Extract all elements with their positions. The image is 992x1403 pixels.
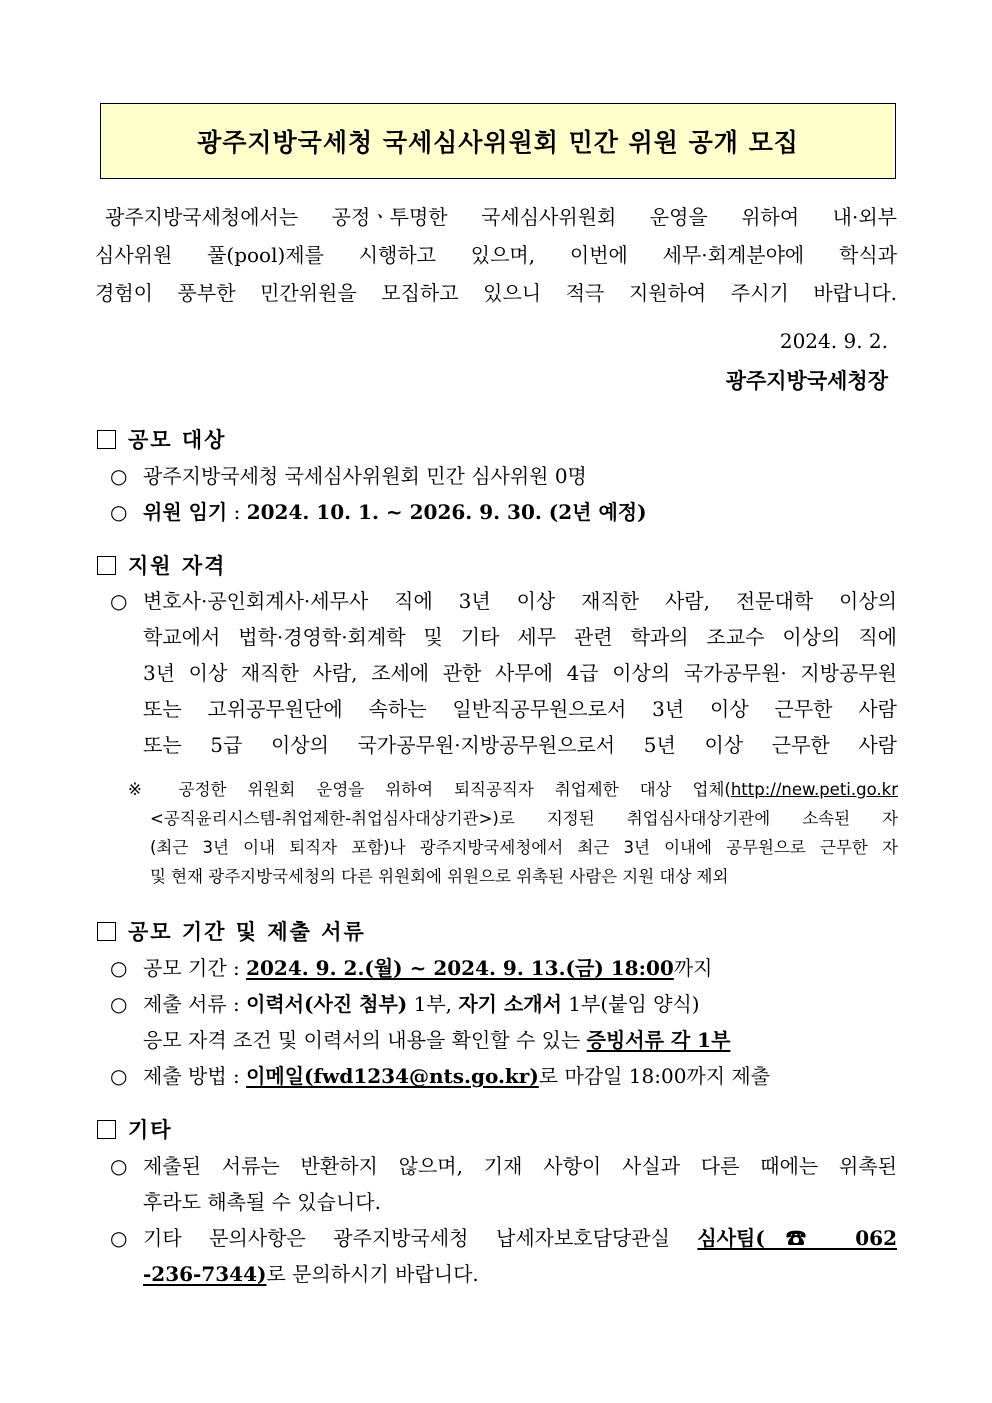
intro-paragraph: [95, 198, 897, 312]
resume-doc: 이력서(사진 첨부): [246, 992, 408, 1016]
separator: :: [226, 992, 247, 1016]
target-text: 광주지방국세청 국세심사위원회 민간 심사위원 0명: [143, 464, 587, 488]
intro-line: 심사위원 풀(pool)제를 시행하고 있으며, 이번에 세무·회계분야에 학식과: [95, 243, 897, 267]
circle-bullet-icon: ○: [110, 464, 128, 488]
note-line: <공직윤리시스템-취업제한-취업심사대상기관>)로 지정된 취업심사대상기관에 소속된 자: [150, 809, 898, 828]
intro-line: 경험이 풍부한 민간위원을 모집하고 있으니 적극 지원하여 주시기 바랍니다.: [95, 281, 897, 305]
peti-link[interactable]: http://new.peti.go.kr: [730, 780, 898, 799]
section-qualification: [97, 550, 226, 580]
list-item: [110, 494, 897, 530]
etc-paragraph-1: [143, 1148, 897, 1220]
qualification-line: 변호사·공인회계사·세무사 직에 3년 이상 재직한 사람, 전문대학 이상의: [143, 589, 897, 613]
section-title: 기타: [128, 1117, 173, 1142]
qualification-line: 또는 5급 이상의 국가공무원·지방공무원으로서 5년 이상 근무한 사람: [143, 733, 897, 757]
checkbox-square-icon: [97, 556, 116, 575]
circle-bullet-icon: ○: [110, 992, 128, 1016]
qualification-line: 학교에서 법학·경영학·회계학 및 기타 세무 관련 학과의 조교수 이상의 직에: [143, 625, 897, 649]
checkbox-square-icon: [97, 1120, 116, 1139]
checkbox-square-icon: [97, 922, 116, 941]
note-line: (최근 3년 이내 퇴직자 포함)나 광주지방국세청에서 최근 3년 이내에 공무원으로 근무한 자: [150, 838, 898, 857]
circle-bullet-icon: ○: [110, 500, 128, 524]
signer: 광주지방국세청장: [725, 368, 888, 393]
period-value: 2024. 9. 2.(월) ~ 2024. 9. 13.(금) 18:00: [246, 956, 674, 980]
term-value: 2024. 10. 1. ~ 2026. 9. 30. (2년 예정): [246, 500, 647, 524]
contact-phone[interactable]: 심사팀(☎ 062: [697, 1226, 897, 1250]
contact-phone-cont[interactable]: -236-7344): [143, 1262, 267, 1286]
separator: :: [227, 500, 247, 524]
circle-bullet-icon: ○: [110, 956, 128, 980]
section-period-docs: [97, 916, 366, 946]
resume-qty: 1부,: [407, 992, 459, 1016]
section-etc: [97, 1114, 173, 1144]
section-title: 지원 자격: [128, 553, 227, 578]
contact-text: 기타 문의사항은 광주지방국세청 납세자보호담당관실: [143, 1226, 698, 1250]
section-title: 공모 기간 및 제출 서류: [128, 919, 366, 944]
docs-proof-text: 응모 자격 조건 및 이력서의 내용을 확인할 수 있는: [143, 1028, 587, 1052]
note-line: 및 현재 광주지방국세청의 다른 위원회에 위원으로 위촉된 사람은 지원 대상 제외: [150, 867, 729, 886]
intro-qty: 1부(붙임 양식): [561, 992, 700, 1016]
section-title: 공모 대상: [128, 427, 227, 452]
qualification-paragraph: [143, 583, 897, 763]
separator: :: [226, 956, 247, 980]
method-label: 제출 방법: [143, 1064, 227, 1088]
etc-line: 제출된 서류는 반환하지 않으며, 기재 사항이 사실과 다른 때에는 위촉된: [143, 1154, 897, 1178]
exclusion-note: [128, 775, 898, 891]
circle-bullet-icon: ○: [110, 1226, 128, 1250]
period-suffix: 까지: [673, 956, 713, 980]
etc-line: 후라도 해촉될 수 있습니다.: [143, 1190, 381, 1214]
list-item: [110, 1058, 897, 1094]
period-label: 공모 기간: [143, 956, 227, 980]
etc-paragraph-2: [143, 1220, 897, 1292]
note-mark: ※: [128, 780, 158, 799]
qualification-line: 또는 고위공무원단에 속하는 일반직공무원으로서 3년 이상 근무한 사람: [143, 697, 897, 721]
announcement-date: 2024. 9. 2.: [779, 329, 888, 353]
docs-label: 제출 서류: [143, 992, 227, 1016]
contact-suffix: 로 문의하시기 바랍니다.: [266, 1262, 479, 1286]
email-link[interactable]: 이메일(fwd1234@nts.go.kr): [246, 1064, 539, 1088]
title-box: [100, 103, 896, 179]
list-item: [110, 950, 897, 986]
circle-bullet-icon: ○: [110, 589, 128, 613]
intro-line: 광주지방국세청에서는 공정ㆍ투명한 국세심사위원회 운영을 위하여 내·외부: [105, 205, 897, 229]
note-text: 공정한 위원회 운영을 위하여 퇴직공직자 취업제한 대상 업체(: [178, 780, 731, 799]
circle-bullet-icon: ○: [110, 1154, 128, 1178]
checkbox-square-icon: [97, 430, 116, 449]
page-title: 광주지방국세청 국세심사위원회 민간 위원 공개 모집: [197, 128, 799, 157]
circle-bullet-icon: ○: [110, 1064, 128, 1088]
list-item: [110, 458, 897, 494]
intro-doc: 자기 소개서: [458, 992, 562, 1016]
qualification-line: 3년 이상 재직한 사람, 조세에 관한 사무에 4급 이상의 국가공무원· 지방공무원: [143, 661, 897, 685]
term-label: 위원 임기: [143, 500, 228, 524]
list-item: [110, 986, 897, 1022]
docs-line-2: [143, 1022, 930, 1058]
section-target: [97, 424, 226, 454]
docs-proof: 증빙서류 각 1부: [586, 1028, 731, 1052]
method-suffix: 로 마감일 18:00까지 제출: [538, 1064, 771, 1088]
separator: :: [226, 1064, 247, 1088]
